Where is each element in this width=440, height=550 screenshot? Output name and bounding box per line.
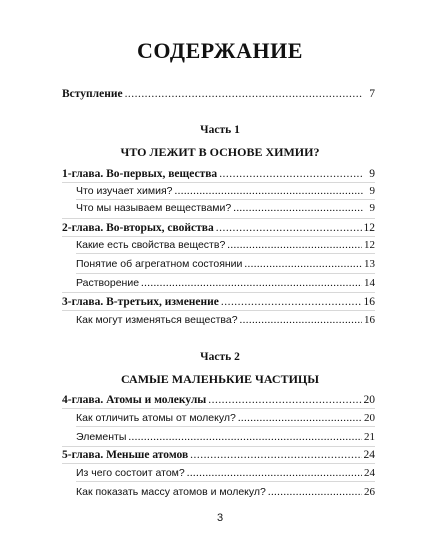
toc-entry-label: Как могут изменяться вещества? xyxy=(76,314,238,326)
toc-section[interactable] xyxy=(76,275,375,291)
toc-section[interactable] xyxy=(76,484,375,500)
dot-leader xyxy=(125,86,363,102)
toc-entry-page: 26 xyxy=(364,486,375,498)
toc-entry-page: 21 xyxy=(364,431,375,443)
dot-leader xyxy=(216,220,362,236)
toc-entry-label: Что изучает химия? xyxy=(76,185,173,197)
row-divider xyxy=(62,218,375,219)
toc-entry-label: Элементы xyxy=(76,431,127,443)
dot-leader xyxy=(187,465,362,481)
toc-entry-page: 9 xyxy=(369,185,375,197)
toc-entry-label: Растворение xyxy=(76,277,140,289)
part-label: Часть 1 xyxy=(200,124,240,136)
toc-chapter-2[interactable] xyxy=(62,220,375,236)
toc-entry-label: Вступление xyxy=(62,88,123,100)
toc-section[interactable] xyxy=(76,256,375,272)
toc-entry-page: 16 xyxy=(363,296,375,308)
toc-section[interactable] xyxy=(76,429,375,445)
dot-leader xyxy=(208,392,361,408)
part-title: САМЫЕ МАЛЕНЬКИЕ ЧАСТИЦЫ xyxy=(120,372,320,386)
row-divider xyxy=(62,292,375,293)
toc-entry-page: 24 xyxy=(363,449,375,461)
toc-entry-page: 12 xyxy=(363,222,375,234)
toc-entry-label: Понятие об агрегатном состоянии xyxy=(76,258,243,270)
dot-leader xyxy=(233,200,363,216)
row-divider xyxy=(62,408,375,409)
toc-entry-label: Из чего состоит атом? xyxy=(76,467,185,479)
dot-leader xyxy=(268,484,362,500)
toc-entry-intro[interactable] xyxy=(62,86,375,102)
row-divider xyxy=(62,310,375,311)
toc-section[interactable] xyxy=(76,183,375,199)
toc-entry-label: Как показать массу атомов и молекул? xyxy=(76,486,266,498)
toc-entry-page: 13 xyxy=(364,258,375,270)
toc-section[interactable] xyxy=(76,200,375,216)
toc-entry-label: 3-глава. В-третьих, изменение xyxy=(62,296,219,308)
page-number: 3 xyxy=(216,512,224,524)
dot-leader xyxy=(240,312,362,328)
dot-leader xyxy=(219,166,363,182)
toc-entry-label: Какие есть свойства веществ? xyxy=(76,239,226,251)
dot-leader xyxy=(128,429,362,445)
row-divider xyxy=(76,481,375,482)
toc-entry-label: 2-глава. Во-вторых, свойства xyxy=(62,222,214,234)
toc-entry-page: 12 xyxy=(364,239,375,251)
toc-entry-label: 5-глава. Меньше атомов xyxy=(62,449,189,461)
dot-leader xyxy=(221,294,362,310)
toc-section[interactable] xyxy=(76,465,375,481)
dot-leader xyxy=(227,237,362,253)
toc-entry-page: 16 xyxy=(364,314,375,326)
dot-leader xyxy=(244,256,362,272)
toc-chapter-1[interactable] xyxy=(62,166,375,182)
toc-entry-label: 4-глава. Атомы и молекулы xyxy=(62,394,207,406)
toc-chapter-5[interactable] xyxy=(62,447,375,463)
toc-section[interactable] xyxy=(76,410,375,426)
toc-entry-page: 20 xyxy=(363,394,375,406)
row-divider xyxy=(76,273,375,274)
toc-section[interactable] xyxy=(76,312,375,328)
row-divider xyxy=(76,253,375,254)
dot-leader xyxy=(238,410,362,426)
toc-entry-label: Что мы называем веществами? xyxy=(76,202,232,214)
page-title: СОДЕРЖАНИЕ xyxy=(137,38,303,63)
toc-chapter-3[interactable] xyxy=(62,294,375,310)
toc-entry-page: 9 xyxy=(369,168,375,180)
toc-chapter-4[interactable] xyxy=(62,392,375,408)
toc-entry-label: Как отличить атомы от молекул? xyxy=(76,412,236,424)
dot-leader xyxy=(175,183,363,199)
dot-leader xyxy=(190,447,361,463)
toc-section[interactable] xyxy=(76,237,375,253)
toc-entry-label: 1-глава. Во-первых, вещества xyxy=(62,168,218,180)
row-divider xyxy=(62,463,375,464)
toc-entry-page: 7 xyxy=(369,88,375,100)
toc-entry-page: 24 xyxy=(364,467,375,479)
toc-entry-page: 20 xyxy=(364,412,375,424)
row-divider xyxy=(76,426,375,427)
toc-entry-page: 9 xyxy=(369,202,375,214)
part-title: ЧТО ЛЕЖИТ В ОСНОВЕ ХИМИИ? xyxy=(120,145,320,159)
toc-entry-page: 14 xyxy=(364,277,375,289)
dot-leader xyxy=(141,275,362,291)
part-label: Часть 2 xyxy=(200,351,240,363)
